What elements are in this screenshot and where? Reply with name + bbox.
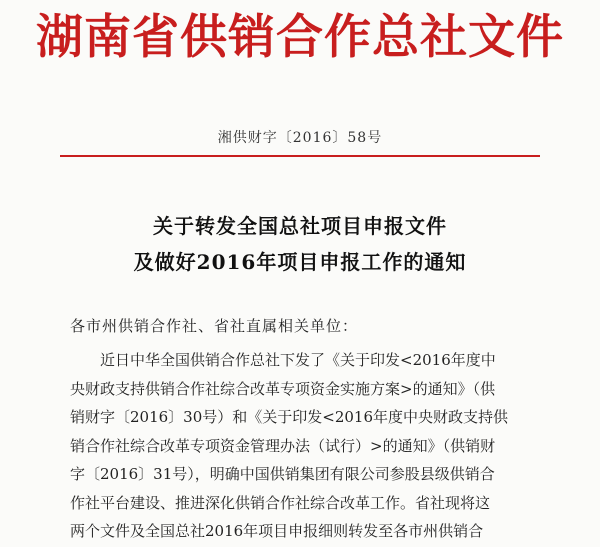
document-title bbox=[0, 208, 600, 280]
body-line: 作社平台建设、推进深化供销合作社综合改革工作。省社现将这 bbox=[70, 493, 491, 512]
issuer-header-title: 湖南省供销合作总社文件 bbox=[36, 10, 564, 65]
document-number: 湘供财字〔2016〕58号 bbox=[217, 130, 383, 146]
body-line: 字〔2016〕31号），明确中国供销集团有限公司参股县级供销合 bbox=[70, 465, 495, 483]
document-title-line-2: 及做好2016年项目申报工作的通知 bbox=[133, 250, 467, 274]
body-paragraph bbox=[70, 346, 540, 546]
body-line: 销合作社综合改革专项资金管理办法（试行）>的通知》（供销财 bbox=[70, 436, 496, 455]
salutation: 各市州供销合作社、省社直属相关单位： bbox=[70, 317, 359, 335]
body-line: 近日中华全国供销合作总社下发了《关于印发<2016年度中 bbox=[100, 351, 496, 369]
body-line: 销财字〔2016〕30号）和《关于印发<2016年度中央财政支持供 bbox=[70, 408, 509, 426]
red-divider-line bbox=[60, 155, 540, 157]
body-line: 央财政支持供销合作社综合改革专项资金实施方案>的通知》（供 bbox=[70, 379, 496, 398]
document-title-line-1: 关于转发全国总社项目申报文件 bbox=[153, 214, 447, 238]
body-line: 两个文件及全国总社2016年项目申报细则转发至各市州供销合 bbox=[70, 522, 484, 540]
